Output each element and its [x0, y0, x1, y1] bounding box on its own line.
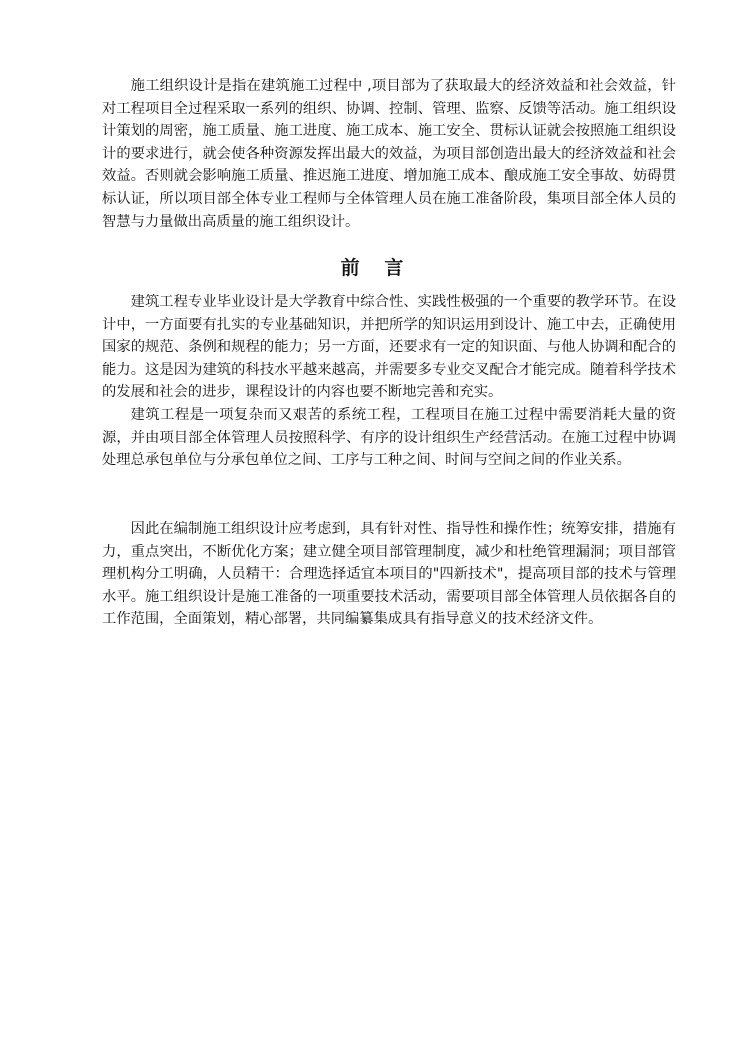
preface-title: 前言: [340, 257, 429, 279]
preface-section: [102, 291, 676, 472]
closing-section: [102, 518, 676, 631]
intro-paragraph: 施工组织设计是指在建筑施工过程中 ,项目部为了获取最大的经济效益和社会效益，针对工程项目全过程采取一系列的组织、协调、控制、管理、监察、反馈等活动。施工组织设计策划的周密，施工质量、施工进度、施工成本、施工安全、贯标认证就会按照施工组织设计的要求进行，就会使各种资源发挥出最大的效益，为项目部创造出最大的经济效益和社会效益。否则就会影响施工质量、推迟施工进度、增加施工成本、酿成施工安全事故、妨碍贯标认证，所以项目部全体专业工程师与全体管理人员在施工准备阶段，集项目部全体人员的智慧与力量做出高质量的施工组织设计。: [102, 78, 676, 230]
preface-paragraph-2: 建筑工程是一项复杂而又艰苦的系统工程，工程项目在施工过程中需要消耗大量的资源，并由项目部全体管理人员按照科学、有序的设计组织生产经营活动。在施工过程中协调处理总承包单位与分承包单位之间、工序与工种之间、时间与空间之间的作业关系。: [102, 406, 676, 469]
preface-paragraph-1: 建筑工程专业毕业设计是大学教育中综合性、实践性极强的一个重要的教学环节。在设计中，一方面要有扎实的专业基础知识，并把所学的知识运用到设计、施工中去，正确使用国家的规范、条例和规程的能力；另一方面，还要求有一定的知识面、与他人协调和配合的能力。这是因为建筑的科技水平越来越高，并需要多专业交叉配合才能完成。随着科学技术的发展和社会的进步，课程设计的内容也要不断地完善和充实。: [102, 294, 676, 401]
intro-section: [102, 75, 676, 233]
closing-paragraph: 因此在编制施工组织设计应考虑到，具有针对性、指导性和操作性；统筹安排，措施有力，重点突出，不断优化方案；建立健全项目部管理制度，减少和杜绝管理漏洞；项目部管理机构分工明确，人员精干：合理选择适宜本项目的"四新技术"，提高项目部的技术与管理水平。施工组织设计是施工准备的一项重要技术活动，需要项目部全体管理人员依据各自的工作范围，全面策划，精心部署，共同编纂集成具有指导意义的技术经济文件。: [102, 521, 676, 628]
